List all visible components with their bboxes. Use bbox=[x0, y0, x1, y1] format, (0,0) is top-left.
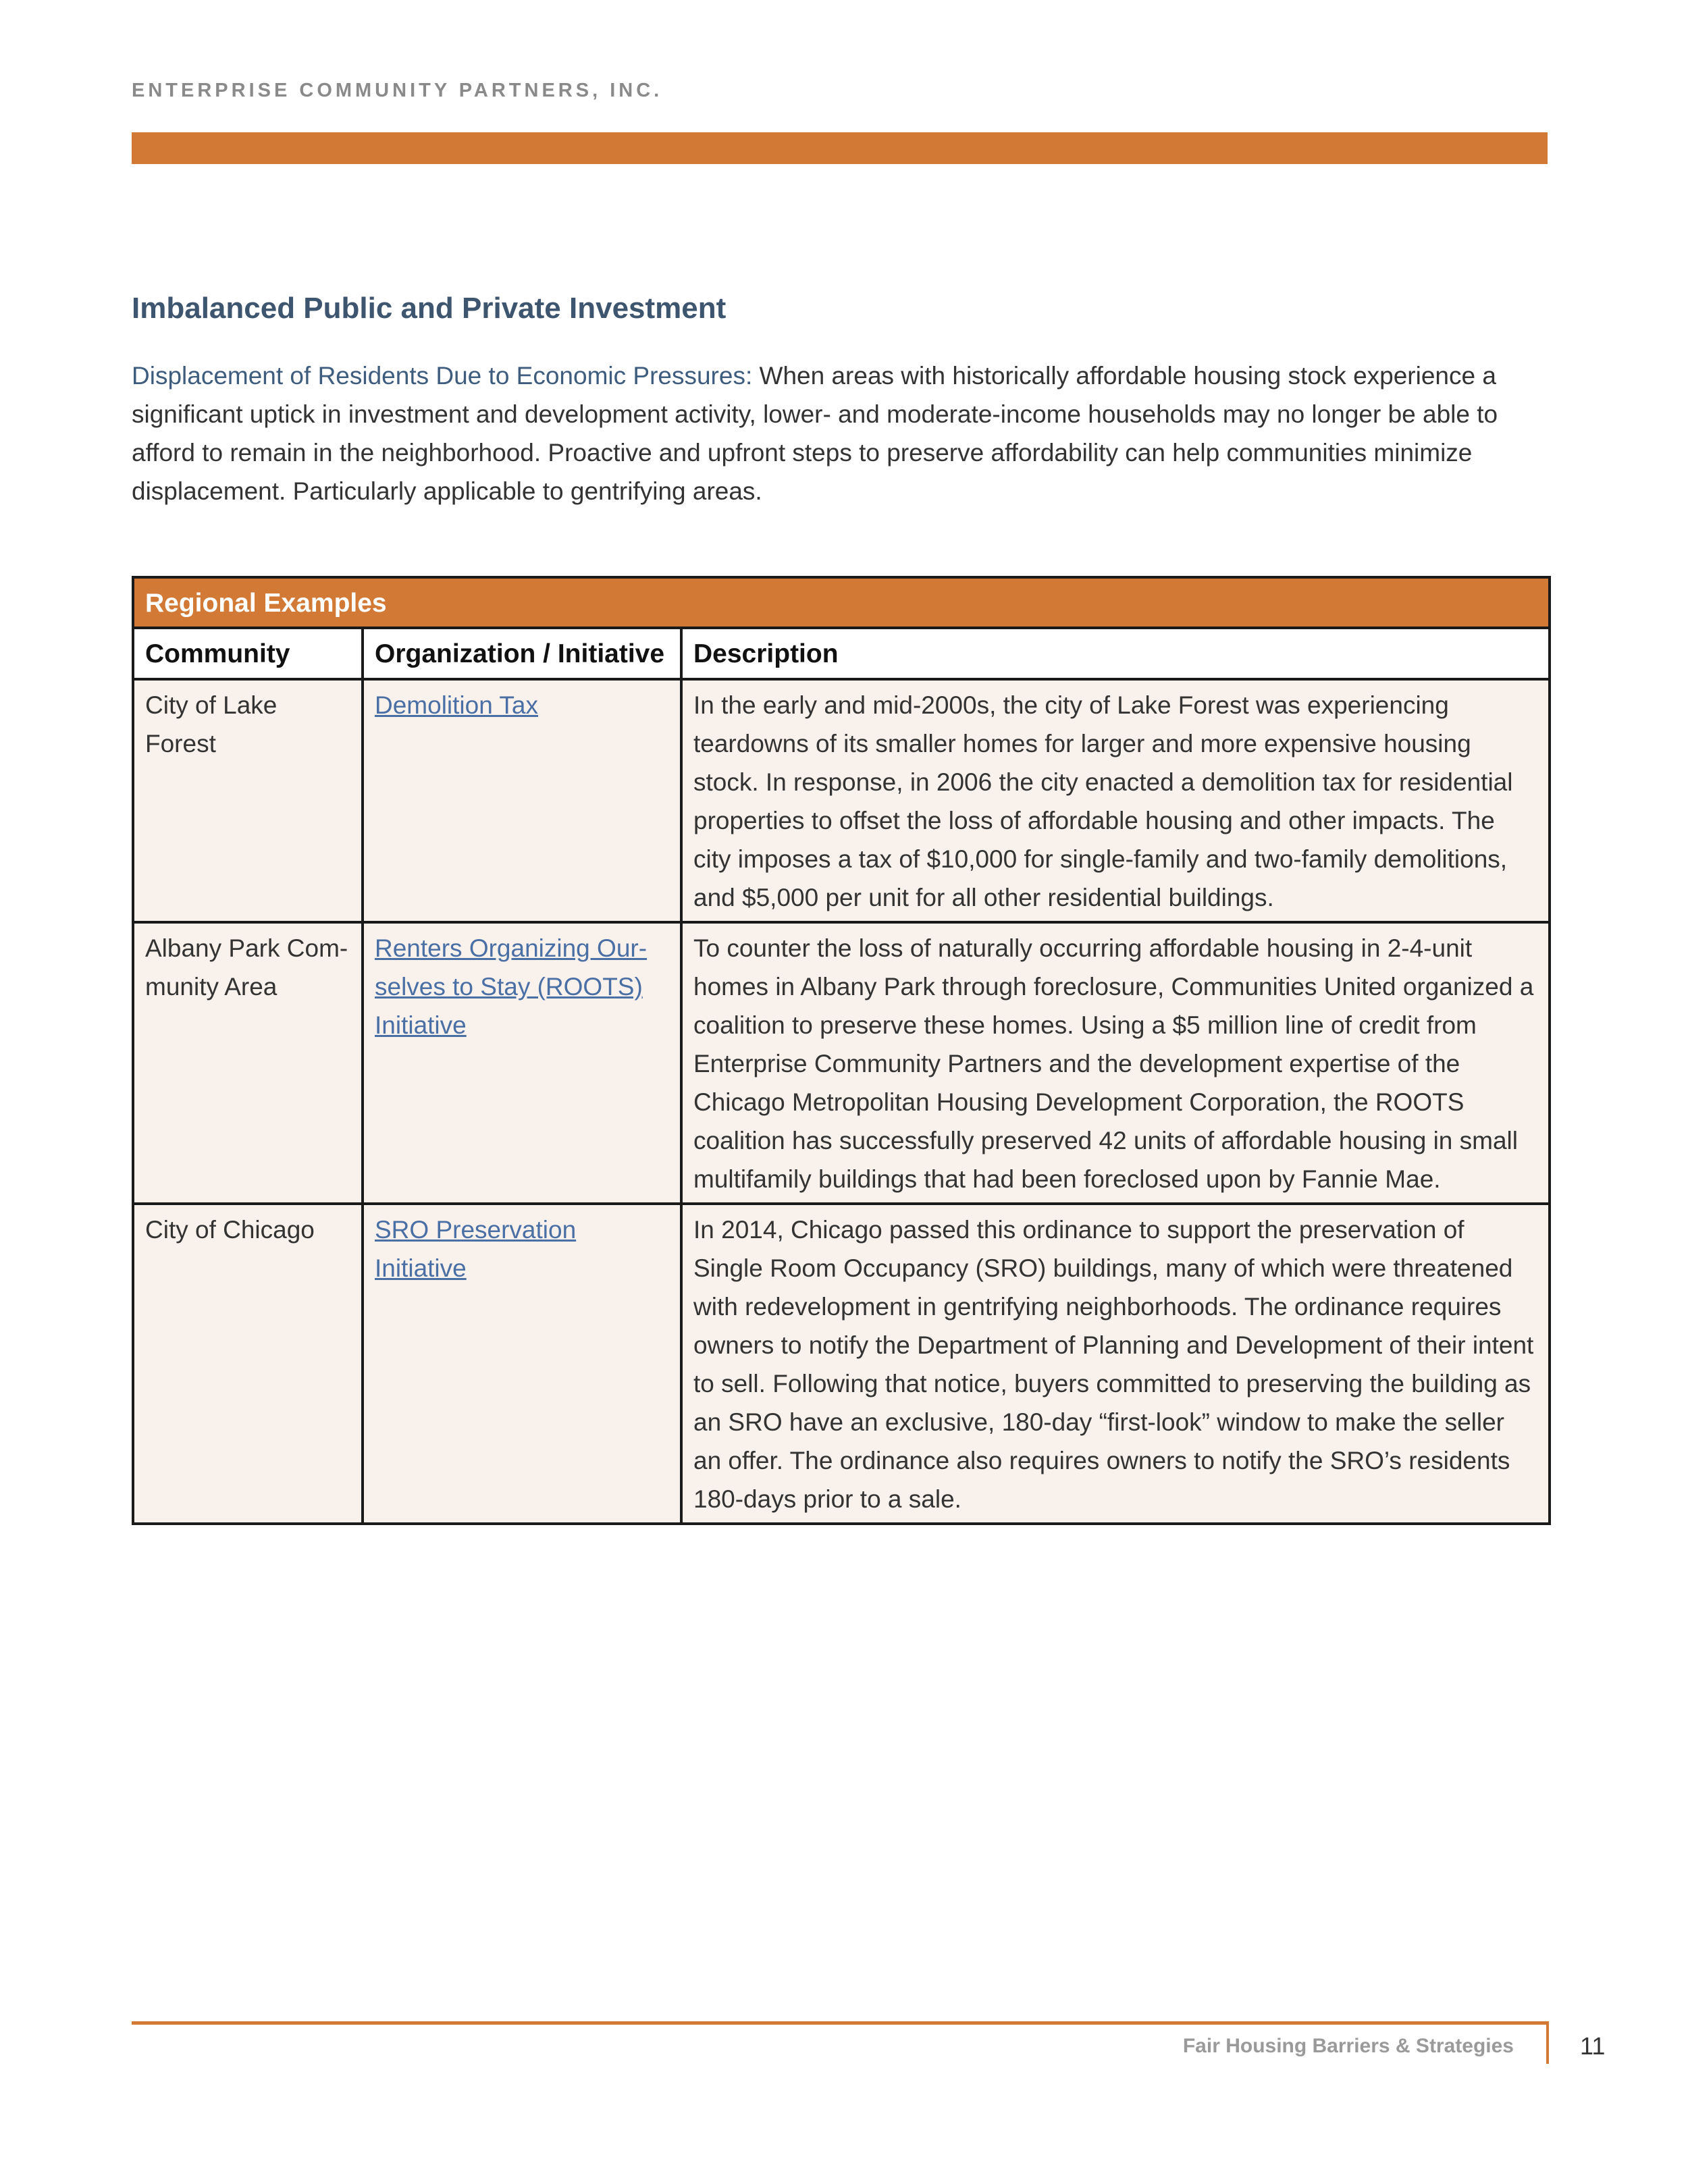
table-caption: Regional Examples bbox=[133, 577, 1550, 628]
description-cell: In 2014, Chicago passed this ordinance to support the preservation of Single Room Occupancy (SRO) buildings, many of which were threatened with redevelopment in gentrifying neighborhoods. The ordinance requires owners to notify the Department of Planning and Development of their intent to sell. Following that notice, buyers committed to preserving the building as an SRO have an exclusive, 180-day “first-look” window to make the seller an offer. The ordinance also requires owners to notify the SRO’s residents 180-days prior to a sale. bbox=[681, 1204, 1550, 1524]
initiative-link[interactable]: SRO Preservation Initiative bbox=[375, 1216, 577, 1282]
community-cell: Albany Park Com-munity Area bbox=[133, 922, 363, 1204]
footer-divider-tick bbox=[1546, 2021, 1549, 2064]
intro-paragraph bbox=[132, 356, 1550, 510]
initiative-link[interactable]: Renters Organizing Our-selves to Stay (ROOTS) Initiative bbox=[375, 934, 648, 1039]
initiative-link[interactable]: Demolition Tax bbox=[375, 691, 538, 719]
community-cell: City of Lake Forest bbox=[133, 679, 363, 922]
footer-divider bbox=[132, 2021, 1548, 2025]
header-accent-bar bbox=[132, 132, 1548, 164]
initiative-cell bbox=[363, 922, 681, 1204]
column-header-initiative: Organization / Initiative bbox=[363, 628, 681, 679]
section-title: Imbalanced Public and Private Investment bbox=[132, 292, 727, 325]
footer-title: Fair Housing Barriers & Strategies bbox=[1182, 2035, 1514, 2057]
table-caption-row bbox=[133, 577, 1550, 628]
intro-body: When areas with historically affordable housing stock experience a significant uptick in investment and development activity, lower- and moderate-income households may no longer be able to afford to remain in the neighborhood. Proactive and upfront steps to preserve affordability can help communities minimize displacement. Particularly applicable to gentrifying areas. bbox=[132, 362, 1498, 505]
intro-lead: Displacement of Residents Due to Economic Pressures: bbox=[132, 362, 753, 390]
description-cell: In the early and mid-2000s, the city of Lake Forest was experiencing teardowns of its smaller homes for larger and more expensive housing stock. In response, in 2006 the city enacted a demolition tax for residential properties to offset the loss of affordable housing and other impacts. The city imposes a tax of $10,000 for single-family and two-family demolitions, and $5,000 per unit for all other residential buildings. bbox=[681, 679, 1550, 922]
table-row bbox=[133, 1204, 1550, 1524]
table-header-row bbox=[133, 628, 1550, 679]
community-cell: City of Chicago bbox=[133, 1204, 363, 1524]
table-row bbox=[133, 679, 1550, 922]
page-number: 11 bbox=[1580, 2032, 1606, 2060]
column-header-community: Community bbox=[133, 628, 363, 679]
regional-examples-table bbox=[132, 576, 1551, 1525]
initiative-cell bbox=[363, 679, 681, 922]
org-header: ENTERPRISE COMMUNITY PARTNERS, INC. bbox=[132, 80, 663, 101]
table-row bbox=[133, 922, 1550, 1204]
description-cell: To counter the loss of naturally occurring affordable housing in 2-4-unit homes in Albany Park through foreclosure, Communities United organized a coalition to preserve these homes. Using a $5 million line of credit from Enterprise Community Partners and the development expertise of the Chicago Metropolitan Housing Development Corporation, the ROOTS coalition has successfully preserved 42 units of affordable housing in small multifamily buildings that had been foreclosed upon by Fannie Mae. bbox=[681, 922, 1550, 1204]
column-header-description: Description bbox=[681, 628, 1550, 679]
initiative-cell bbox=[363, 1204, 681, 1524]
